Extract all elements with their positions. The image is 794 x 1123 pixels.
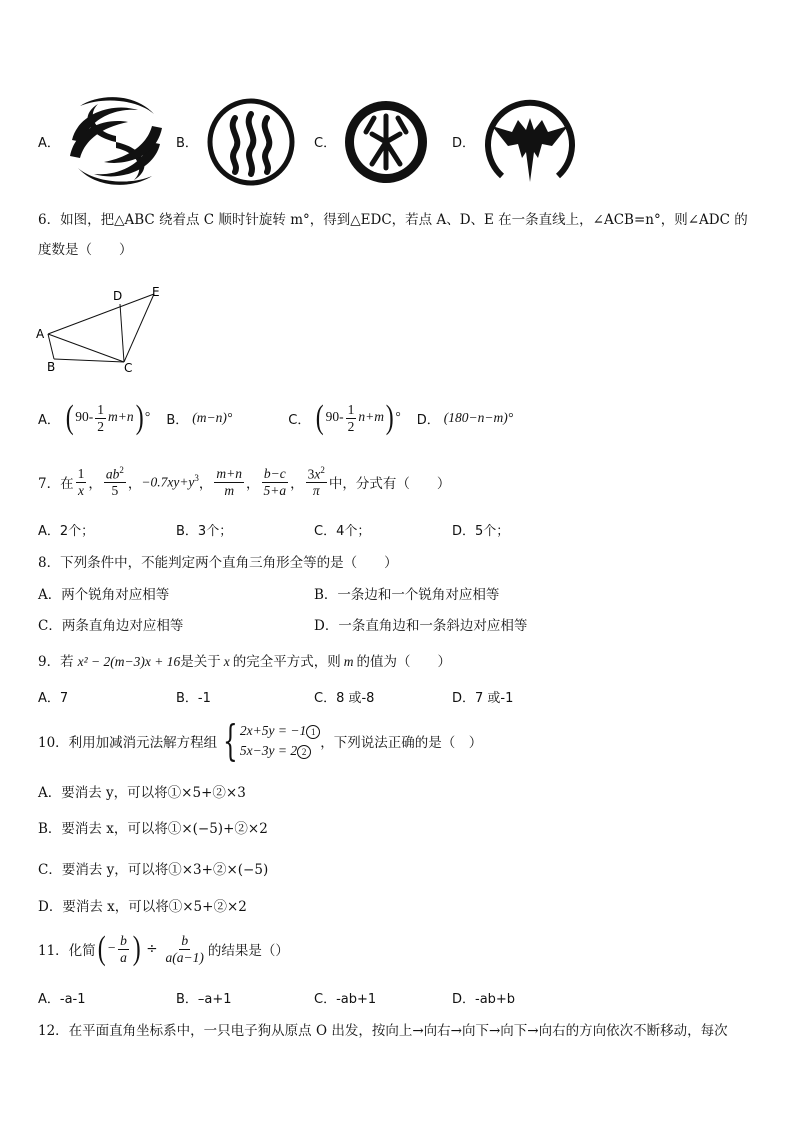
q6-option-c-label: C． [288,412,311,428]
q11-option-c: C．-ab+1 [314,992,377,1007]
option-c-label: C． [314,136,337,151]
q6-stem-line2: 度数是（ ） [38,242,133,258]
q9-option-c: C．8 或-8 [314,691,375,706]
q9-option-d: D．7 或-1 [452,691,514,706]
q8-option-d: D．一条直角边和一条斜边对应相等 [314,618,528,634]
q6-option-d-expr: (180−n−m)° [443,410,514,425]
label-A: A [36,327,45,341]
q8-option-c: C．两条直角边对应相等 [38,618,184,634]
wavy-lines-circle-logo [205,98,297,186]
q10-option-b: B．要消去 x，可以将①×(−5)+②×2 [38,821,268,837]
label-D: D [113,289,123,303]
q7-option-b: B．3个； [176,524,233,539]
q11-option-b: B．–a+1 [176,992,232,1007]
option-b-label: B． [176,136,198,151]
q8-option-a: A．两个锐角对应相等 [38,587,170,603]
label-B: B [47,360,56,374]
q7-option-a: A．2个； [38,524,95,539]
option-a-label: A． [38,136,60,151]
q6-triangle-figure [34,284,174,374]
q10-stem: 10．利用加减消元法解方程组 { 2x+5y = −1 1 5x−3y = 2 2 ，下列说法正确的是（ ） [38,716,483,765]
character-circle-logo [342,98,430,186]
q6-stem-line1: 6．如图，把△ABC 绕着点 C 顺时针旋转 m°，得到△EDC，若点 A、D、E 在一条直线上，∠ACB=n°，则∠ADC 的 [38,212,748,228]
q10-option-a: A．要消去 y，可以将①×5+②×3 [38,785,246,801]
q12-stem: 12．在平面直角坐标系中，一只电子狗从原点 O 出发，按向上→向右→向下→向下→向右的方向依次不断移动，每次 [38,1023,728,1039]
label-E: E [152,285,160,299]
eagle-circle-logo [482,96,578,188]
q7-stem: 7．在 $\frac{1}{x}$ ， $\frac{ab^2}{5}$ ， $-0.7xy+y^3$ ， $\frac{m+n}{m}$ ， $\frac{b-c}{5+a}$ ， $\frac{3x^2}{\pi}$ 中，分式有（ ） [38,465,451,499]
option-d-label: D． [452,136,476,151]
q6-option-d-label: D． [416,412,440,428]
label-C: C [124,361,133,374]
q8-stem: 8．下列条件中，不能判定两个直角三角形全等的是（ ） [38,555,398,571]
q6-option-b-label: B． [166,412,189,428]
q9-stem: 9．若 x² − 2(m−3)x + 16是关于 x 的完全平方式，则 m 的值为（ ） [38,654,451,670]
q7-option-c: C．4个； [314,524,371,539]
q9-option-b: B．-1 [176,691,211,706]
q6-option-c-expr: ( 90- $\frac{1}{2}$ n+m) ° [316,399,401,436]
q9-option-a: A．7 [38,691,69,706]
q6-options [38,398,513,438]
q8-option-b: B．一条边和一个锐角对应相等 [314,587,500,603]
q6-option-a-expr: ( 90- $\frac{1}{2}$ m+n) ° [65,399,151,436]
spiral-swirl-logo [68,96,164,188]
q11-option-a: A．-a-1 [38,992,86,1007]
q6-option-b-expr: (m−n)° [192,410,233,425]
q6-option-a-label: A． [38,412,60,428]
q10-option-c: C．要消去 y，可以将①×3+②×(−5) [38,862,269,878]
q11-option-d: D．-ab+b [452,992,516,1007]
q11-stem: 11．化简 ( − $\frac{b}{a}$ ) ÷ $\frac{b}{a(a-1)}$ 的结果是（） [38,930,289,967]
q7-option-d: D．5个； [452,524,510,539]
q10-option-d: D．要消去 x，可以将①×5+②×2 [38,899,247,915]
